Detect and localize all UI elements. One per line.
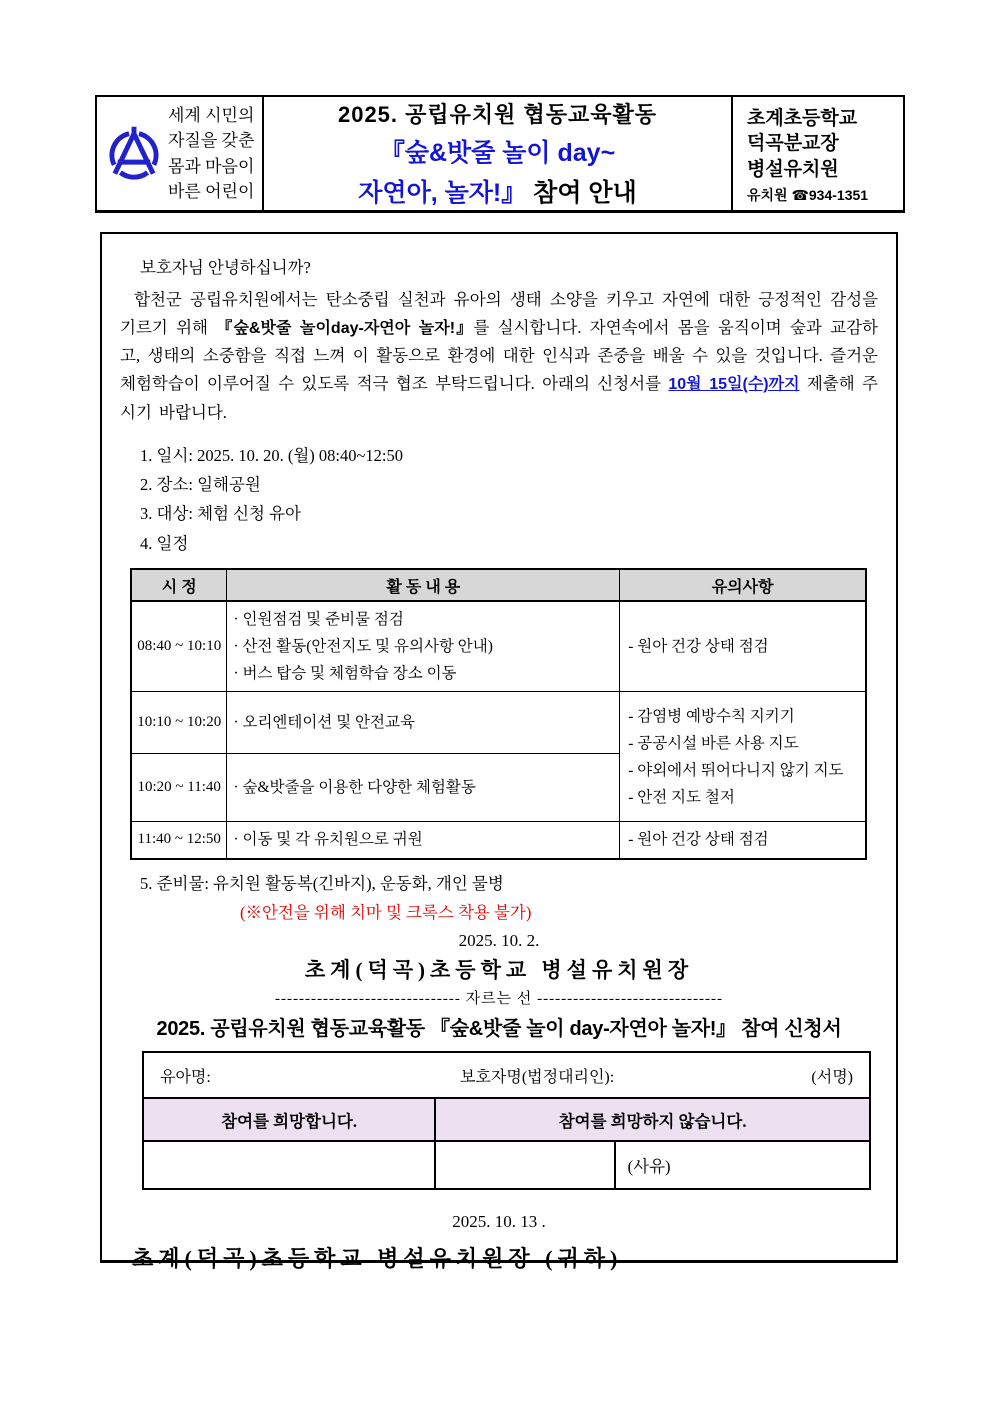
activity-line: · 인원점검 및 준비물 점검 <box>233 611 404 628</box>
note-line: - 감염병 예방수칙 지키기 <box>628 707 795 725</box>
cut-dashes-right: ------------------------------- <box>537 990 723 1007</box>
schedule-time: 10:20 ~ 11:40 <box>131 754 227 822</box>
activity-line: · 이동 및 각 유치원으로 귀원 <box>233 831 423 849</box>
application-form-table <box>142 1051 871 1190</box>
intro-text-3: 제출해 주시기 바랍니다. <box>120 374 878 422</box>
notice-title-line3-black: 참여 안내 <box>526 179 637 207</box>
activity-line: · 산전 활동(안전지도 및 유의사항 안내) <box>233 638 493 656</box>
schedule-header-row <box>131 569 866 601</box>
cut-here-line <box>120 988 878 1011</box>
choice-participate-label: 참여를 희망합니다. <box>143 1098 435 1141</box>
notice-body-box <box>100 232 898 1272</box>
school-name-line: 초계초등학교 <box>747 107 858 129</box>
schedule-activities <box>227 754 620 822</box>
form-choice-row <box>143 1098 870 1141</box>
intro-text-1: 합천군 공립유치원에서는 탄소중립 실천과 유아의 생태 소양을 키우고 자연에 대한 긍정적인 감성을 기르기 위해 <box>120 290 878 338</box>
decline-answer-cell <box>435 1141 614 1189</box>
schedule-activities <box>227 822 620 859</box>
intro-text-2: 를 실시합니다. 자연속에서 몸을 움직이며 숲과 교감하고, 생태의 소중함을 직접 느껴 이 활동으로 환경에 대한 인식과 존중을 배울 수 있을 것입니다. 즐거운 체험학습이 이루어질 수 있도록 적극 협조 부탁드립니다. 아래의 신청서를 <box>120 318 878 394</box>
schedule-header-notes: 유의사항 <box>620 569 866 601</box>
motto-line: 세계 시민의 <box>168 106 255 126</box>
schedule-row-4 <box>131 822 866 859</box>
schedule-header-activity: 활 동 내 용 <box>227 569 620 601</box>
school-name-line: 덕곡분교장 <box>747 133 839 155</box>
cut-here-label: 자르는 선 <box>460 990 538 1007</box>
greeting-text: 보호자님 안녕하십니까? <box>140 258 311 277</box>
header-logo-cell <box>97 97 262 210</box>
note-line: - 원아 건강 상태 점검 <box>628 638 769 656</box>
school-motto <box>168 103 254 204</box>
info-item-place: 2. 장소: 일해공원 <box>140 474 261 494</box>
form-name-row <box>143 1052 870 1098</box>
schedule-row-2 <box>131 692 866 754</box>
notice-date: 2025. 10. 2. <box>458 930 540 950</box>
activity-line: · 오리엔테이션 및 안전교육 <box>233 714 415 732</box>
safety-warning-text: (※안전을 위해 치마 및 크록스 착용 불가) <box>240 902 532 922</box>
notice-title <box>262 97 733 210</box>
info-item-schedule: 4. 일정 <box>140 533 189 553</box>
note-line: - 원아 건강 상태 점검 <box>628 831 769 849</box>
header-banner <box>95 95 905 213</box>
school-emblem-icon <box>105 119 163 189</box>
signature-label: (서명) <box>811 1068 853 1086</box>
intro-paragraph <box>120 286 878 427</box>
activity-line: · 버스 탑승 및 체험학습 장소 이동 <box>233 665 457 683</box>
form-name-cell <box>143 1052 870 1098</box>
info-item-supplies: 5. 준비물: 유치원 활동복(긴바지), 운동화, 개인 물병 <box>140 873 504 893</box>
notice-signer: 초계(덕곡)초등학교 병설유치원장 <box>304 958 694 983</box>
schedule-activities <box>227 601 620 692</box>
form-answer-row <box>143 1141 870 1189</box>
school-phone: 유치원 ☎934-1351 <box>747 187 869 204</box>
note-line: - 야외에서 뛰어다니지 않기 지도 <box>628 761 844 779</box>
notice-title-line3 <box>358 173 636 209</box>
notice-title-line3-blue: 자연아, 놀자!』 <box>358 179 527 207</box>
schedule-time: 11:40 ~ 12:50 <box>131 822 227 859</box>
info-item-target: 3. 대상: 체험 신청 유아 <box>140 504 301 524</box>
child-name-label: 유아명: <box>160 1068 211 1086</box>
schedule-time: 08:40 ~ 10:10 <box>131 601 227 692</box>
application-form-title: 2025. 공립유치원 협동교육활동 『숲&밧줄 놀이 day-자연아 놀자!』 참여 신청서 <box>156 1018 842 1041</box>
cut-dashes-left: ------------------------------- <box>275 990 461 1007</box>
schedule-note <box>620 601 866 692</box>
schedule-table <box>130 568 867 860</box>
note-line: - 안전 지도 철저 <box>628 789 735 806</box>
submission-deadline: 10월 15일(수)까지 <box>668 376 800 394</box>
school-info-cell <box>733 97 903 210</box>
note-line: - 공공시설 바른 사용 지도 <box>628 734 799 752</box>
form-addressee: 초계(덕곡)초등학교 병설유치원장 (귀하) <box>132 1246 623 1272</box>
motto-line: 자질을 갖춘 <box>168 131 255 151</box>
form-date: 2025. 10. 13 . <box>452 1212 546 1232</box>
info-item-datetime: 1. 일시: 2025. 10. 20. (월) 08:40~12:50 <box>140 445 403 465</box>
notice-title-line1: 2025. 공립유치원 협동교육활동 <box>337 102 658 127</box>
school-name-line: 병설유치원 <box>747 158 839 180</box>
schedule-header-time: 시 정 <box>131 569 227 601</box>
schedule-row-1 <box>131 601 866 692</box>
schedule-activities <box>227 692 620 754</box>
activity-line: · 숲&밧줄을 이용한 다양한 체험활동 <box>233 779 476 797</box>
schedule-note-merged <box>620 692 866 822</box>
motto-line: 몸과 마음이 <box>168 156 255 176</box>
choice-decline-label: 참여를 희망하지 않습니다. <box>435 1098 870 1141</box>
schedule-note <box>620 822 866 859</box>
schedule-time: 10:10 ~ 10:20 <box>131 692 227 754</box>
participate-answer-cell <box>143 1141 435 1189</box>
reason-cell: (사유) <box>615 1141 870 1189</box>
info-list <box>140 441 878 558</box>
guardian-name-label: 보호자명(법정대리인): <box>460 1068 615 1086</box>
motto-line: 바른 어린이 <box>168 181 255 201</box>
event-name-bold: 『숲&밧줄 놀이day-자연아 놀자!』 <box>216 320 474 338</box>
notice-title-line2: 『숲&밧줄 놀이 day~ <box>379 139 616 167</box>
